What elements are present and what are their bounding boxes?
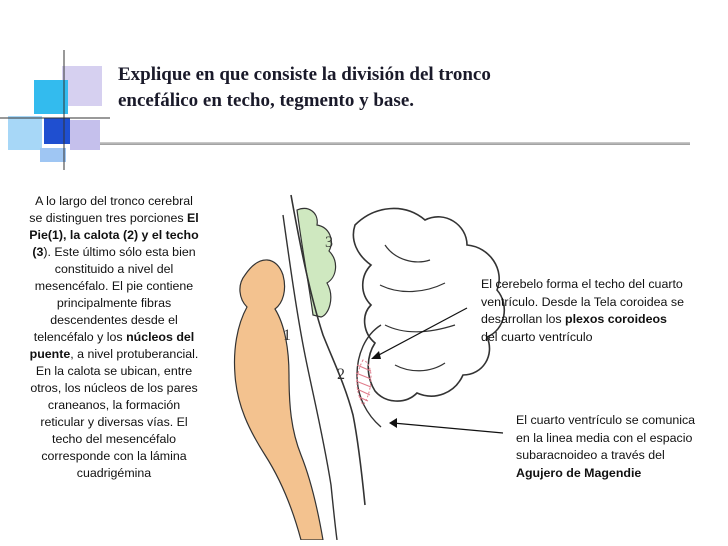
caption-cerebelo-part-2: del cuarto ventrículo [481,329,593,344]
caption-cuarto-ventriculo [516,412,706,482]
left-text-part-2: ). Este último sólo esta bien constituido a nivel del mesencéfalo. El pie contiene principalmente fibras descendentes desde el telencéfalo y los [33,245,196,344]
left-text-part-3: , a nivel protuberancial. En la calota se ubican, entre otros, los núcleos de los pares craneanos, la formación reticular y diversas vías. El techo del mesencéfalo corresponde con la lámina cuadrigémina [30,347,199,480]
pointer-line-plexos [375,308,467,357]
brainstem-illustration [205,165,525,540]
deco-square-bottom [40,148,66,162]
pointer-line-magendie [393,423,503,433]
deco-square-cyan [34,80,68,114]
deco-square-lavender [70,120,100,150]
left-text-part-1: A lo largo del tronco cerebral se distinguen tres porciones [29,194,193,225]
figure-label-3: 3 [325,234,333,251]
pointer-arrowhead-plexos [371,351,381,359]
caption-ventriculo-bold: Agujero de Magendie [516,465,642,480]
deco-square-light-blue [8,116,42,150]
slide-title-line-1: Explique en que consiste la división del tronco [118,64,491,85]
pie-region [235,260,324,540]
slide-title-line-2: encefálico en techo, tegmento y base. [118,90,415,111]
left-paragraph [28,193,200,482]
title-divider [100,142,690,145]
left-text-bold-1: El Pie(1), la calota (2) y el techo (3 [29,211,199,259]
pointer-arrowhead-magendie [389,418,397,428]
decorative-squares [0,0,110,170]
figure-label-2: 2 [337,366,345,383]
calota-hatch-lines [356,365,371,401]
figure-label-1: 1 [283,327,291,344]
slide-title [118,62,678,114]
caption-cerebelo-bold: plexos coroideos [565,312,667,326]
caption-ventriculo-part-1: El cuarto ventrículo se comunica en la linea media con el espacio subaracnoideo a través del [516,413,696,462]
deco-square-dark-blue [44,118,70,144]
cerebellum-folia [380,245,455,371]
caption-cerebelo-part-1: El cerebelo forma el techo del cuarto ventrículo. Desde la Tela coroidea se desarrollan los [481,277,684,326]
caption-cerebelo [481,276,686,346]
tectum-region [297,208,336,317]
left-text-bold-2: núcleos del puente [29,330,195,361]
